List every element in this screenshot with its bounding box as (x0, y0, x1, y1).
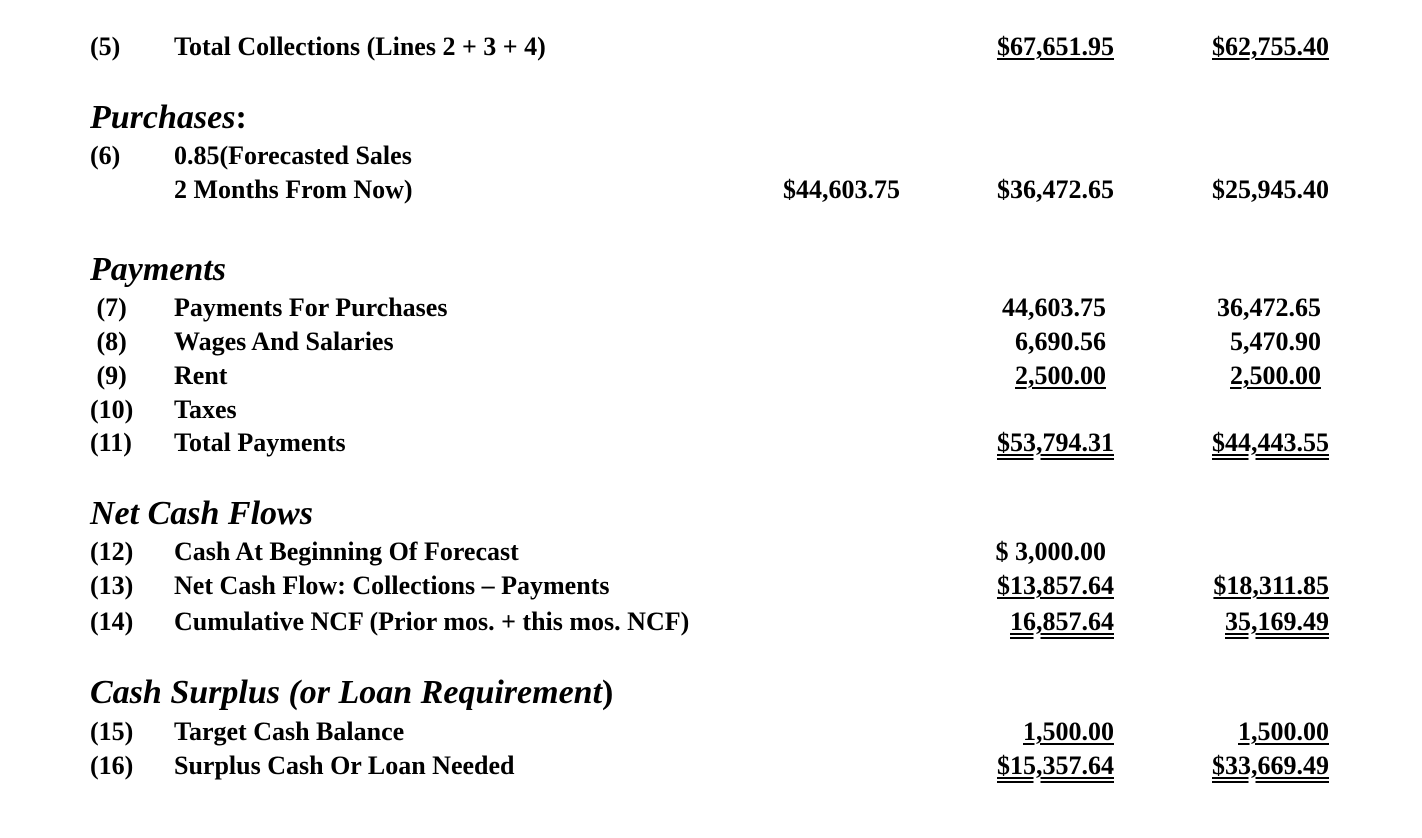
row-label: Net Cash Flow: Collections – Payments (174, 571, 610, 600)
row-total-payments (0, 426, 1422, 460)
value-month-1: $44,603.75 (783, 175, 900, 204)
line-number: (12) (90, 537, 134, 566)
row-label: Cash At Beginning Of Forecast (174, 537, 519, 566)
line-number: (7) (90, 293, 127, 322)
value-month-3: 2,500.00 (1230, 361, 1321, 390)
section-heading-purchases (90, 98, 247, 138)
row-purchases-line1 (0, 139, 1422, 173)
value-month-3: $18,311.85 (1213, 571, 1329, 600)
line-number: (8) (90, 327, 127, 356)
row-total-collections (0, 30, 1422, 64)
row-net-cash-flow (0, 569, 1422, 603)
row-cash-at-beginning (0, 535, 1422, 569)
value-month-3: $33,669.49 (1212, 751, 1329, 780)
row-label: Taxes (174, 395, 237, 424)
row-payments-for-purchases (0, 291, 1422, 325)
row-purchases-line2 (0, 173, 1422, 207)
value-month-2: 6,690.56 (1015, 327, 1106, 356)
value-month-3: 35,169.49 (1225, 607, 1329, 636)
row-label: Target Cash Balance (174, 717, 405, 746)
line-number: (11) (90, 428, 132, 457)
row-label: Total Collections (Lines 2 + 3 + 4) (174, 32, 546, 61)
row-wages-and-salaries (0, 325, 1422, 359)
row-label: Cumulative NCF (Prior mos. + this mos. NCF) (174, 607, 690, 636)
row-rent (0, 359, 1422, 393)
value-month-2: $53,794.31 (997, 428, 1114, 457)
row-label: 0.85(Forecasted Sales (174, 141, 412, 170)
section-heading-net-cash-flows: Net Cash Flows (90, 495, 313, 532)
value-month-2: $36,472.65 (997, 175, 1114, 204)
value-month-3: $44,443.55 (1212, 428, 1329, 457)
value-month-2: 2,500.00 (1015, 361, 1106, 390)
value-month-3: 36,472.65 (1217, 293, 1321, 322)
line-number: (16) (90, 751, 134, 780)
value-month-3: 5,470.90 (1230, 327, 1321, 356)
row-label: Rent (174, 361, 228, 390)
line-number: (14) (90, 607, 134, 636)
value-month-2: 44,603.75 (1002, 293, 1106, 322)
value-month-2: $ 3,000.00 (995, 537, 1106, 566)
row-cumulative-ncf (0, 605, 1422, 639)
line-number: (13) (90, 571, 134, 600)
value-month-3: 1,500.00 (1238, 717, 1329, 746)
row-label: 2 Months From Now) (174, 175, 413, 204)
row-target-cash-balance (0, 715, 1422, 749)
line-number: (9) (90, 361, 127, 390)
value-month-2: 16,857.64 (1010, 607, 1114, 636)
heading-suffix: ) (602, 674, 614, 711)
line-number: (5) (90, 32, 121, 61)
value-month-3: $62,755.40 (1212, 32, 1329, 61)
row-label: Total Payments (174, 428, 346, 457)
heading-text: Purchases (90, 99, 236, 136)
line-number: (6) (90, 141, 121, 170)
line-number: (15) (90, 717, 134, 746)
row-label: Wages And Salaries (174, 327, 394, 356)
row-label: Payments For Purchases (174, 293, 448, 322)
value-month-2: 1,500.00 (1023, 717, 1114, 746)
value-month-2: $67,651.95 (997, 32, 1114, 61)
heading-suffix: : (235, 99, 247, 136)
row-surplus-cash-or-loan (0, 749, 1422, 783)
section-heading-cash-surplus (90, 673, 613, 713)
value-month-3: $25,945.40 (1212, 175, 1329, 204)
row-label: Surplus Cash Or Loan Needed (174, 751, 515, 780)
section-heading-payments: Payments (90, 251, 226, 288)
value-month-2: $13,857.64 (997, 571, 1114, 600)
line-number: (10) (90, 395, 134, 424)
value-month-2: $15,357.64 (997, 751, 1114, 780)
row-taxes (0, 393, 1422, 427)
heading-text: Cash Surplus (or Loan Requirement (90, 674, 603, 711)
